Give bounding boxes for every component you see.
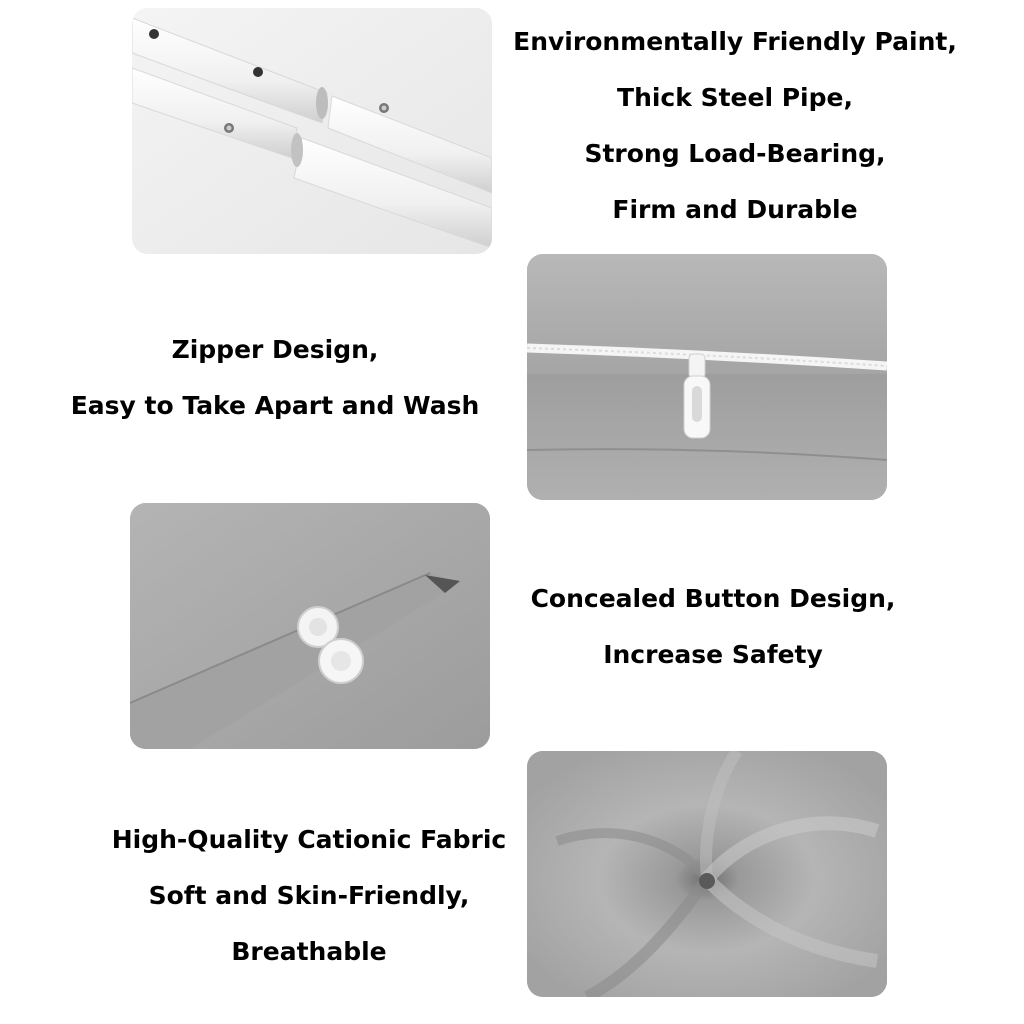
- caption-line: High-Quality Cationic Fabric: [111, 825, 507, 854]
- caption-line: Easy to Take Apart and Wash: [70, 391, 480, 420]
- zipper-caption: [40, 322, 510, 434]
- caption-line: Firm and Durable: [612, 195, 858, 224]
- zipper-image: [527, 254, 887, 500]
- fabric-caption: [74, 812, 544, 980]
- caption-line: Environmentally Friendly Paint,: [513, 27, 957, 56]
- fabric-image: [527, 751, 887, 997]
- button-caption: [478, 571, 948, 683]
- steel-pipe-caption: [500, 14, 970, 238]
- button-image: [130, 503, 490, 749]
- caption-line: Concealed Button Design,: [530, 584, 896, 613]
- caption-line: Soft and Skin-Friendly,: [148, 881, 470, 910]
- caption-line: Strong Load-Bearing,: [584, 139, 886, 168]
- steel-pipe-image: [132, 8, 492, 254]
- caption-line: Increase Safety: [603, 640, 823, 669]
- caption-line: Breathable: [231, 937, 387, 966]
- caption-line: Zipper Design,: [171, 335, 379, 364]
- caption-line: Thick Steel Pipe,: [617, 83, 853, 112]
